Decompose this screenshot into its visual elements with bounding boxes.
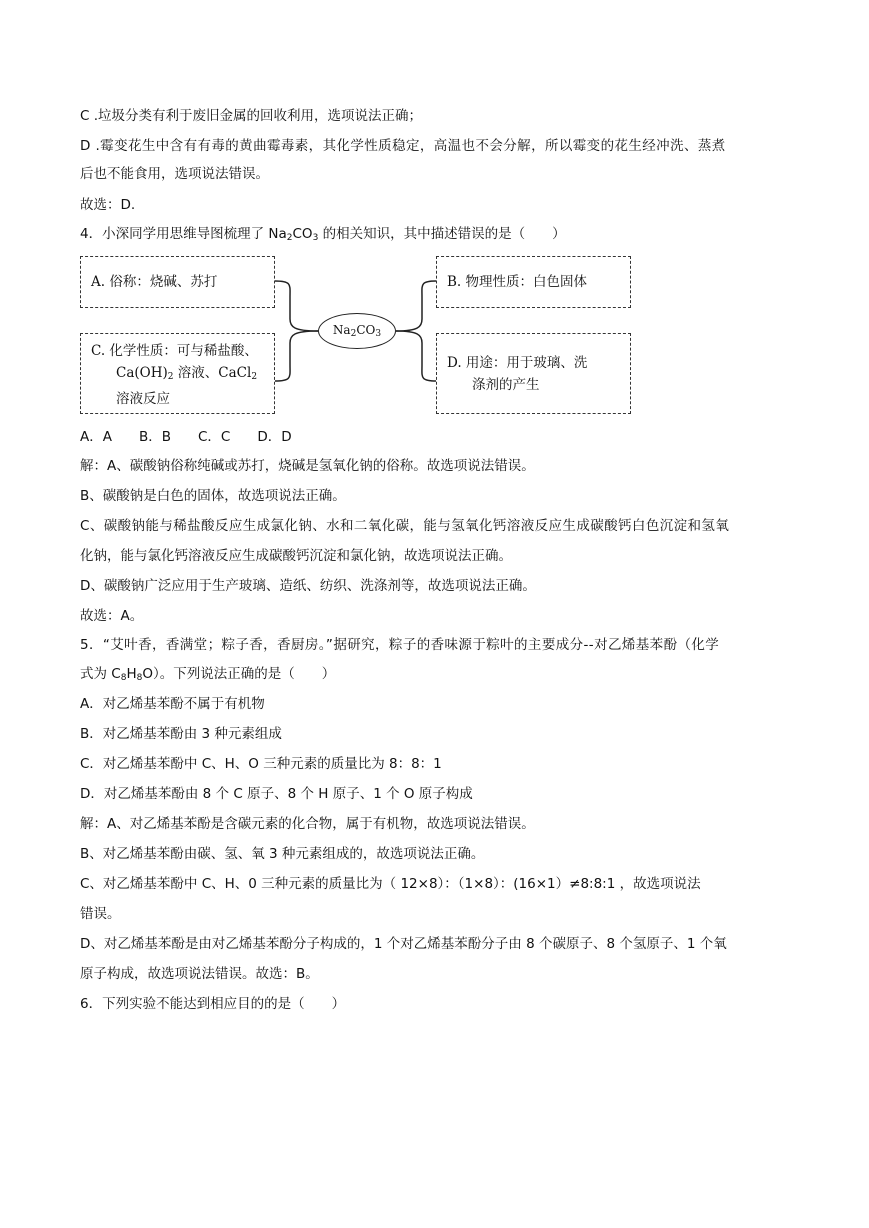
text-line: 化钠，能与氯化钙溶液反应生成碳酸钙沉淀和氯化钠，故选项说法正确。 bbox=[80, 548, 512, 564]
question-4-stem: 4．小深同学用思维导图梳理了 $Na_2CO_3$ 的相关知识，其中描述错误的是（ ） bbox=[80, 226, 566, 243]
question-5-stem: 5．“艾叶香，香满堂；粽子香，香厨房。”据研究，粽子的香味源于粽叶的主要成分--对乙烯基苯酚（化学 bbox=[80, 637, 720, 653]
text-line: D .霉变花生中含有有毒的黄曲霉毒素，其化学性质稳定，高温也不会分解，所以霉变的花生经冲洗、蒸煮 bbox=[80, 138, 726, 154]
diagram-center-node: $Na_2CO_3$ bbox=[318, 313, 396, 349]
diagram-box-b: B. 物理性质：白色固体 bbox=[436, 256, 631, 308]
option-b: B．对乙烯基苯酚由 3 种元素组成 bbox=[80, 726, 282, 742]
question-6-stem: 6．下列实验不能达到相应目的的是（ ） bbox=[80, 996, 346, 1012]
text-line: 解：A、碳酸钠俗称纯碱或苏打，烧碱是氢氧化钠的俗称。故选项说法错误。 bbox=[80, 458, 535, 474]
text-line: B、碳酸钠是白色的固体，故选项说法正确。 bbox=[80, 488, 346, 504]
text-line: B、对乙烯基苯酚由碳、氢、氧 3 种元素组成的，故选项说法正确。 bbox=[80, 846, 485, 862]
text-line: 原子构成，故选项说法错误。故选：B。 bbox=[80, 966, 319, 982]
text-line: D、碳酸钠广泛应用于生产玻璃、造纸、纺织、洗涤剂等，故选项说法正确。 bbox=[80, 578, 536, 594]
option-a: A．对乙烯基苯酚不属于有机物 bbox=[80, 696, 265, 712]
question-5-stem-line2: 式为 $C_8H_8O$）。下列说法正确的是（ ） bbox=[80, 666, 336, 683]
diagram-box-d: D. 用途：用于玻璃、洗 涤剂的产生 bbox=[436, 333, 631, 414]
text-line: 后也不能食用，选项说法错误。 bbox=[80, 166, 269, 182]
text-line: C、碳酸钠能与稀盐酸反应生成氯化钠、水和二氧化碳，能与氢氧化钙溶液反应生成碳酸钙白色沉淀和氢氧 bbox=[80, 518, 730, 534]
diagram-box-c: C. 化学性质：可与稀盐酸、 $Ca(OH)_2$ 溶液、CaCl$_2$ 溶液反应 bbox=[80, 333, 275, 414]
diagram-box-a: A. 俗称：烧碱、苏打 bbox=[80, 256, 275, 308]
text-line: C .垃圾分类有利于废旧金属的回收利用，选项说法正确； bbox=[80, 108, 423, 124]
question-4-options: A．A B．B C．C D．D bbox=[80, 429, 292, 445]
option-d: D．对乙烯基苯酚由 8 个 C 原子、8 个 H 原子、1 个 O 原子构成 bbox=[80, 786, 473, 802]
text-line: 解：A、对乙烯基苯酚是含碳元素的化合物，属于有机物，故选项说法错误。 bbox=[80, 816, 535, 832]
text-line: D、对乙烯基苯酚是由对乙烯基苯酚分子构成的，1 个对乙烯基苯酚分子由 8 个碳原子、8 个氢原子、1 个氧 bbox=[80, 936, 727, 952]
text-line: 故选：A。 bbox=[80, 608, 144, 624]
text-line: 故选：D. bbox=[80, 197, 136, 213]
option-c: C．对乙烯基苯酚中 C、H、O 三种元素的质量比为 8：8：1 bbox=[80, 756, 442, 772]
text-line: 错误。 bbox=[80, 906, 121, 922]
mind-map-diagram bbox=[80, 253, 635, 418]
text-line: C、对乙烯基苯酚中 C、H、0 三种元素的质量比为（ 12×8）：（1×8）：(16×1）≠8:8:1 ，故选项说法 bbox=[80, 876, 701, 892]
